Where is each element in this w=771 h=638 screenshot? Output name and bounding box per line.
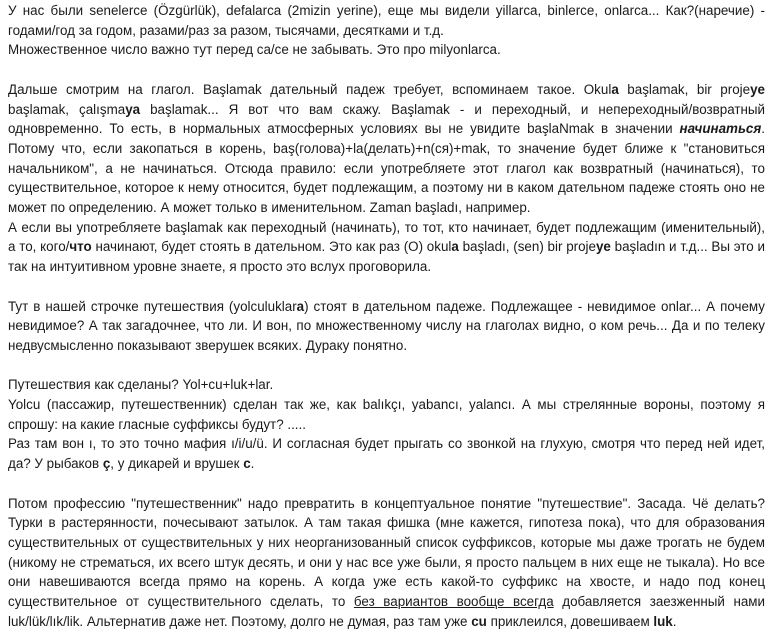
text-run: У нас были senelerce (Özgürlük), defalarca (2mizin yerine), еще мы видели yillarca, binlerce, onlarca... Как?(наречие) - годами/год за годом, разами/раз за разом, тысячами, десятками и т.д. [8, 3, 765, 38]
text-line [8, 218, 765, 277]
bold-text: ç [102, 456, 111, 472]
bold-text: a [296, 298, 305, 314]
text-run: başlamak, çalışma [8, 101, 126, 117]
bold-text: cu [471, 613, 487, 629]
text-run: ) стоят в дательном падеже. Подлежащее - невидимое onlar... А почему невидимое? А так загадочнее, что ли. И вон, по множественному числу на глаголах видно, о ком речь... Да и по телеку недвусмысленно показывают зверушек всяких. Дураку понятно. [8, 298, 765, 353]
text-line [8, 494, 765, 632]
underlined-text: без вариантов вообще всегда [353, 594, 554, 610]
text-line [8, 80, 765, 218]
text-line [8, 40, 765, 60]
text-run: başlamak... Я вот что вам скажу. Başlamak - и переходный, и непереходный/возвратный одновременно. То есть, в нормальных атмосферных условиях вы не увидите başlaNmak в значении [8, 101, 765, 137]
paragraph-gap [8, 356, 765, 376]
bold-text: что [69, 239, 92, 255]
bold-text: luk [653, 613, 673, 629]
text-run: Множественное число важно тут перед са/се не забывать. Это про milyonlarca. [8, 42, 501, 58]
text-run: . [250, 456, 255, 472]
text-run: приклеился, довешиваем [486, 613, 654, 629]
text-line [8, 297, 765, 356]
text-run: А если вы употребляете başlamak как переходный (начинать), то тот, кто начинает, будет подлежащим (именительный), а то, кого/ [8, 219, 765, 255]
text-line [8, 395, 765, 434]
text-run: Раз там вон ı, то это точно мафия ı/i/u/ü. И согласная будет прыгать со звонкой на глухую, смотря что перед ней идет, да? У рыбаков [8, 436, 765, 472]
bold-text: c [243, 456, 251, 472]
bold-text: a [611, 81, 619, 97]
text-run: Дальше смотрим на глагол. Başlamak дательный падеж требует, вспоминаем такое. Okul [8, 81, 612, 97]
text-run: начинают, будет стоять в дательном. Это как раз (O) okul [91, 239, 452, 255]
paragraph-gap [8, 277, 765, 297]
text-run: başladın и т.д... Вы это и так на интуитивном уровне знаете, я просто это вслух проговорила. [8, 239, 765, 275]
bold-text: ya [125, 101, 141, 117]
text-run: . Потому что, если закопаться в корень, baş(голова)+la(делать)+n(ся)+mak, то значение будет ближе к "становиться начальником", а не начинаться. Отсюда правило: если употребляете этот глагол как возвратный (начинаться), то существительное, которое к нему относится, будет подлежащим, а поэтому ни в каком дательном падеже стоять оно не может по определению. А может только в именительном. Zaman başladı, например. [8, 121, 765, 216]
text-run: başladı, (sen) bir proje [458, 239, 596, 255]
text-run: , у дикарей и врушек [110, 456, 244, 472]
text-run: . [672, 613, 677, 629]
text-run: Потом профессию "путешественник" надо превратить в концептуальное понятие "путешествие". Засада. Чё делать? Турки в растерянности, почесывают затылок. А там такая фишка (мне кажется, гипотеза пока), что для образования существительных от существительных у них неорганизованный список суффиксов, которые мы даже трогать не будем (никому не стрематься, их всего штук десять, и они у нас все уже были, я просто пальцем в них еще не тыкала). Но все они навешиваются всегда прямо на корень. А когда уже есть какой-то суффикс на хвосте, и надо под конец существительное от существительного сделать, то [8, 495, 765, 610]
emphasized-text: начинаться [679, 121, 762, 137]
bold-text: ye [595, 239, 611, 255]
paragraph-gap [8, 474, 765, 494]
text-run: başlamak, bir proje [618, 81, 751, 97]
text-line [8, 375, 765, 395]
text-run: Yolcu (пассажир, путешественник) сделан так же, как balıkçı, yabancı, yalancı. А мы стрелянные вороны, поэтому я спрошу: на какие гласные суффиксы будут? ..... [8, 397, 765, 432]
paragraph-gap [8, 60, 765, 80]
text-run: добавляется заезженный нами luk/lük/lık/lik. Альтернатив даже нет. Поэтому, долго не думая, раз там уже [8, 594, 765, 629]
text-run: Путешествия как сделаны? Yol+cu+luk+lar. [8, 377, 274, 393]
bold-text: ye [750, 81, 765, 97]
bold-text: a [451, 239, 459, 255]
text-run: Тут в нашей строчке путешествия (yolculuklar [8, 298, 297, 314]
text-line [8, 1, 765, 40]
text-line [8, 434, 765, 473]
